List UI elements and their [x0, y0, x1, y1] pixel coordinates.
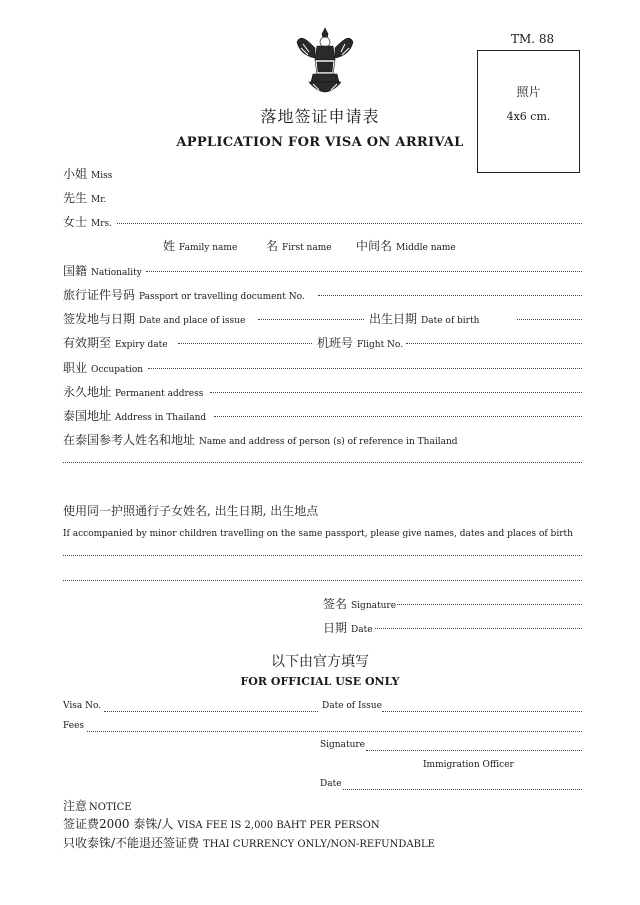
middle-cn: 中间名: [356, 239, 393, 253]
passport-cn: 旅行证件号码: [63, 288, 136, 302]
notice-cn: 注意: [63, 799, 88, 813]
first-cn: 名: [266, 239, 279, 253]
date-of-issue-line[interactable]: [382, 711, 582, 712]
date-label: [323, 617, 373, 636]
family-en: Family name: [179, 243, 238, 253]
expiry-label: [63, 332, 168, 351]
children-cn: 使用同一护照通行子女姓名, 出生日期, 出生地点: [63, 504, 319, 518]
mrs-cn: 女士: [63, 215, 88, 229]
birth-en: Date of birth: [421, 316, 480, 326]
photo-size: 4x6 cm.: [506, 110, 551, 123]
notice-line2-cn: 只收泰铢/不能退还签证费: [63, 836, 200, 850]
signature-en: Signature: [351, 601, 397, 611]
occupation-line[interactable]: [148, 368, 582, 369]
official-date-label: Date: [320, 779, 342, 789]
signature-line[interactable]: [397, 604, 582, 605]
thailand-address-line[interactable]: [214, 416, 582, 417]
issue-label: [63, 308, 245, 327]
children-line-1[interactable]: [63, 555, 582, 556]
notice-title: [63, 795, 132, 814]
birth-label: [369, 308, 479, 327]
title-chinese: 落地签证申请表: [260, 107, 380, 126]
title-english: APPLICATION FOR VISA ON ARRIVAL: [176, 135, 464, 150]
children-label-en: [63, 521, 573, 540]
date-of-issue-label: Date of Issue: [322, 701, 382, 711]
first-en: First name: [282, 243, 332, 253]
miss-en: Miss: [91, 171, 113, 181]
passport-label: [63, 284, 305, 303]
flight-en: Flight No.: [357, 340, 404, 350]
notice-line2-en: THAI CURRENCY ONLY/NON-REFUNDABLE: [203, 839, 435, 850]
issue-line[interactable]: [258, 319, 364, 320]
nationality-label: [63, 260, 142, 279]
visa-no-line[interactable]: [104, 711, 318, 712]
official-signature-line[interactable]: [366, 750, 582, 751]
immigration-officer-label: Immigration Officer: [423, 760, 514, 770]
flight-cn: 机班号: [317, 336, 354, 350]
reference-en: Name and address of person (s) of reference in Thailand: [199, 437, 458, 447]
flight-label: [317, 332, 403, 351]
official-title-en: FOR OFFICIAL USE ONLY: [240, 675, 400, 688]
name-line[interactable]: [117, 223, 582, 224]
expiry-cn: 有效期至: [63, 336, 112, 350]
mrs-en: Mrs.: [91, 219, 113, 229]
thailand-cn: 泰国地址: [63, 409, 112, 423]
mrs-label: [63, 211, 112, 230]
family-cn: 姓: [163, 239, 176, 253]
occupation-en: Occupation: [91, 365, 144, 375]
birth-line[interactable]: [517, 319, 582, 320]
fees-line[interactable]: [87, 731, 582, 732]
date-line[interactable]: [375, 628, 582, 629]
permanent-en: Permanent address: [115, 389, 204, 399]
nationality-cn: 国籍: [63, 264, 88, 278]
family-name-label: [163, 235, 237, 254]
form-code: TM. 88: [511, 32, 555, 46]
issue-en: Date and place of issue: [139, 316, 246, 326]
children-line-2[interactable]: [63, 580, 582, 581]
official-title-cn: 以下由官方填写: [271, 654, 369, 670]
flight-line[interactable]: [406, 343, 582, 344]
first-name-label: [266, 235, 332, 254]
mr-cn: 先生: [63, 191, 88, 205]
miss-label: [63, 163, 112, 182]
official-signature-label: Signature: [320, 740, 366, 750]
notice-line-1: [63, 813, 380, 832]
nationality-en: Nationality: [91, 268, 142, 278]
expiry-en: Expiry date: [115, 340, 168, 350]
visa-no-label: Visa No.: [63, 701, 102, 711]
mr-label: [63, 187, 106, 206]
children-label-cn: [63, 500, 318, 519]
expiry-line[interactable]: [178, 343, 312, 344]
middle-en: Middle name: [396, 243, 456, 253]
notice-line1-cn: 签证费2000 泰铢/人: [63, 817, 174, 831]
date-cn: 日期: [323, 621, 348, 635]
thailand-address-label: [63, 405, 206, 424]
signature-cn: 签名: [323, 597, 348, 611]
notice-en: NOTICE: [89, 802, 132, 813]
notice-line-2: [63, 832, 435, 851]
occupation-cn: 职业: [63, 361, 88, 375]
date-en: Date: [351, 625, 373, 635]
notice-line1-en: VISA FEE IS 2,000 BAHT PER PERSON: [177, 820, 380, 831]
middle-name-label: [356, 235, 456, 254]
thailand-en: Address in Thailand: [115, 413, 207, 423]
garuda-emblem-icon: [293, 26, 357, 94]
reference-line[interactable]: [63, 462, 582, 463]
passport-line[interactable]: [318, 295, 582, 296]
nationality-line[interactable]: [146, 271, 582, 272]
mr-en: Mr.: [91, 195, 107, 205]
permanent-cn: 永久地址: [63, 385, 112, 399]
occupation-label: [63, 357, 143, 376]
signature-label: [323, 593, 396, 612]
birth-cn: 出生日期: [369, 312, 418, 326]
permanent-address-label: [63, 381, 203, 400]
issue-cn: 签发地与日期: [63, 312, 136, 326]
permanent-address-line[interactable]: [210, 392, 582, 393]
children-en: If accompanied by minor children travelling on the same passport, please give names, dates and places of birth: [63, 529, 573, 539]
fees-label: Fees: [63, 721, 85, 731]
official-date-line[interactable]: [343, 789, 582, 790]
miss-cn: 小姐: [63, 167, 88, 181]
photo-label: 照片: [516, 85, 541, 99]
passport-en: Passport or travelling document No.: [139, 292, 305, 302]
reference-label: [63, 429, 458, 448]
reference-cn: 在泰国参考人姓名和地址: [63, 433, 196, 447]
